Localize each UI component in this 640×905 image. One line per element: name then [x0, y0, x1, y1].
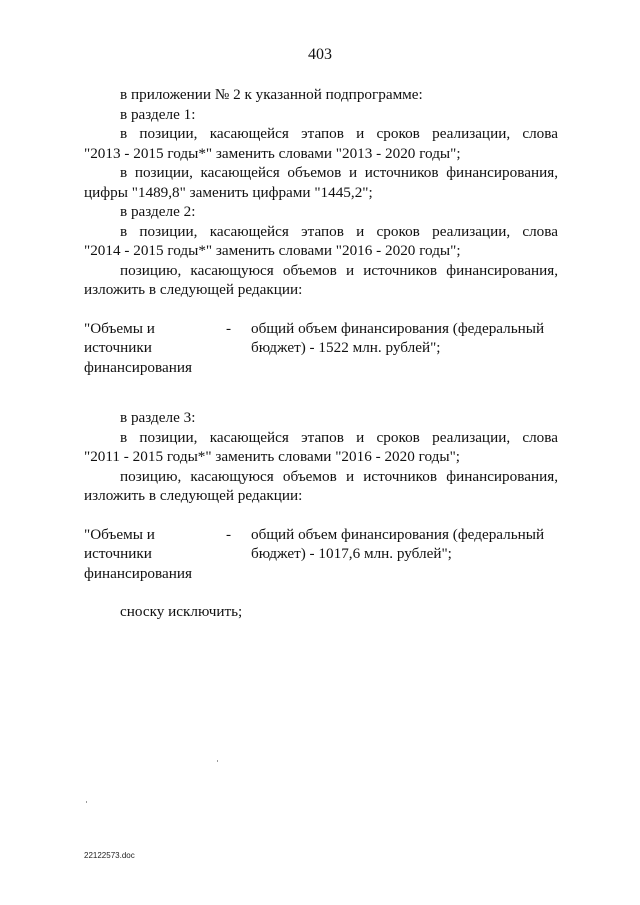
funding-table-label	[84, 525, 226, 584]
section-3-line-1: в позиции, касающейся этапов и сроков реализации, слова	[120, 428, 558, 446]
funding-label-line-1: "Объемы и	[84, 319, 155, 337]
funding-value-line-1: общий объем финансирования (федеральный	[251, 319, 545, 337]
section-1-line-4: цифры "1489,8" заменить цифрами "1445,2";	[84, 183, 373, 201]
funding-table-value	[251, 525, 558, 564]
spacer	[84, 506, 558, 525]
funding-value-line-2: бюджет) - 1017,6 млн. рублей";	[251, 545, 452, 562]
closing-line: сноску исключить;	[120, 603, 243, 620]
scan-speck	[217, 760, 218, 762]
section-1-line-2: "2013 - 2015 годы*" заменить словами "2013 - 2020 годы";	[84, 144, 461, 162]
spacer	[84, 300, 558, 319]
funding-value-line-2: бюджет) - 1522 млн. рублей";	[251, 339, 441, 356]
funding-label-line-2: источники	[84, 339, 152, 356]
funding-table-dash: -	[226, 319, 232, 337]
section-3-line-2: "2011 - 2015 годы*" заменить словами "2016 - 2020 годы";	[84, 448, 460, 465]
intro-paragraph: в приложении № 2 к указанной подпрограмме:	[120, 86, 423, 103]
document-file-code: 22122573.doc	[84, 851, 135, 860]
funding-label-line-1: "Объемы и	[84, 525, 155, 543]
funding-table-value	[251, 319, 558, 358]
section-2-funding-table	[84, 319, 558, 378]
funding-table-dash: -	[226, 525, 232, 543]
section-2-heading: в разделе 2:	[120, 203, 196, 220]
section-2-line-4: изложить в следующей редакции:	[84, 281, 303, 298]
section-3-line-3: позицию, касающуюся объемов и источников финансирования,	[120, 467, 558, 485]
funding-label-line-3: финансирования	[84, 564, 192, 582]
section-3-heading: в разделе 3:	[120, 409, 196, 426]
section-1-line-1: в позиции, касающейся этапов и сроков реализации, слова	[120, 125, 558, 142]
section-1-line-3: в позиции, касающейся объемов и источников финансирования,	[120, 164, 558, 181]
spacer	[84, 377, 558, 408]
section-2-line-1: в позиции, касающейся этапов и сроков реализации, слова	[120, 222, 558, 240]
section-3-funding-table	[84, 525, 558, 584]
scan-speck	[86, 801, 87, 803]
section-2-line-3: позицию, касающуюся объемов и источников финансирования,	[120, 261, 558, 279]
spacer	[84, 583, 558, 602]
document-body	[84, 85, 558, 622]
funding-value-line-1: общий объем финансирования (федеральный	[251, 525, 545, 543]
section-3-line-4: изложить в следующей редакции:	[84, 487, 303, 504]
funding-label-line-2: источники	[84, 545, 152, 562]
section-1-heading: в разделе 1:	[120, 105, 196, 123]
funding-table-label	[84, 319, 226, 378]
funding-label-line-3: финансирования	[84, 358, 192, 376]
page-number: 403	[308, 46, 332, 63]
section-2-line-2: "2014 - 2015 годы*" заменить словами "2016 - 2020 годы";	[84, 242, 461, 259]
